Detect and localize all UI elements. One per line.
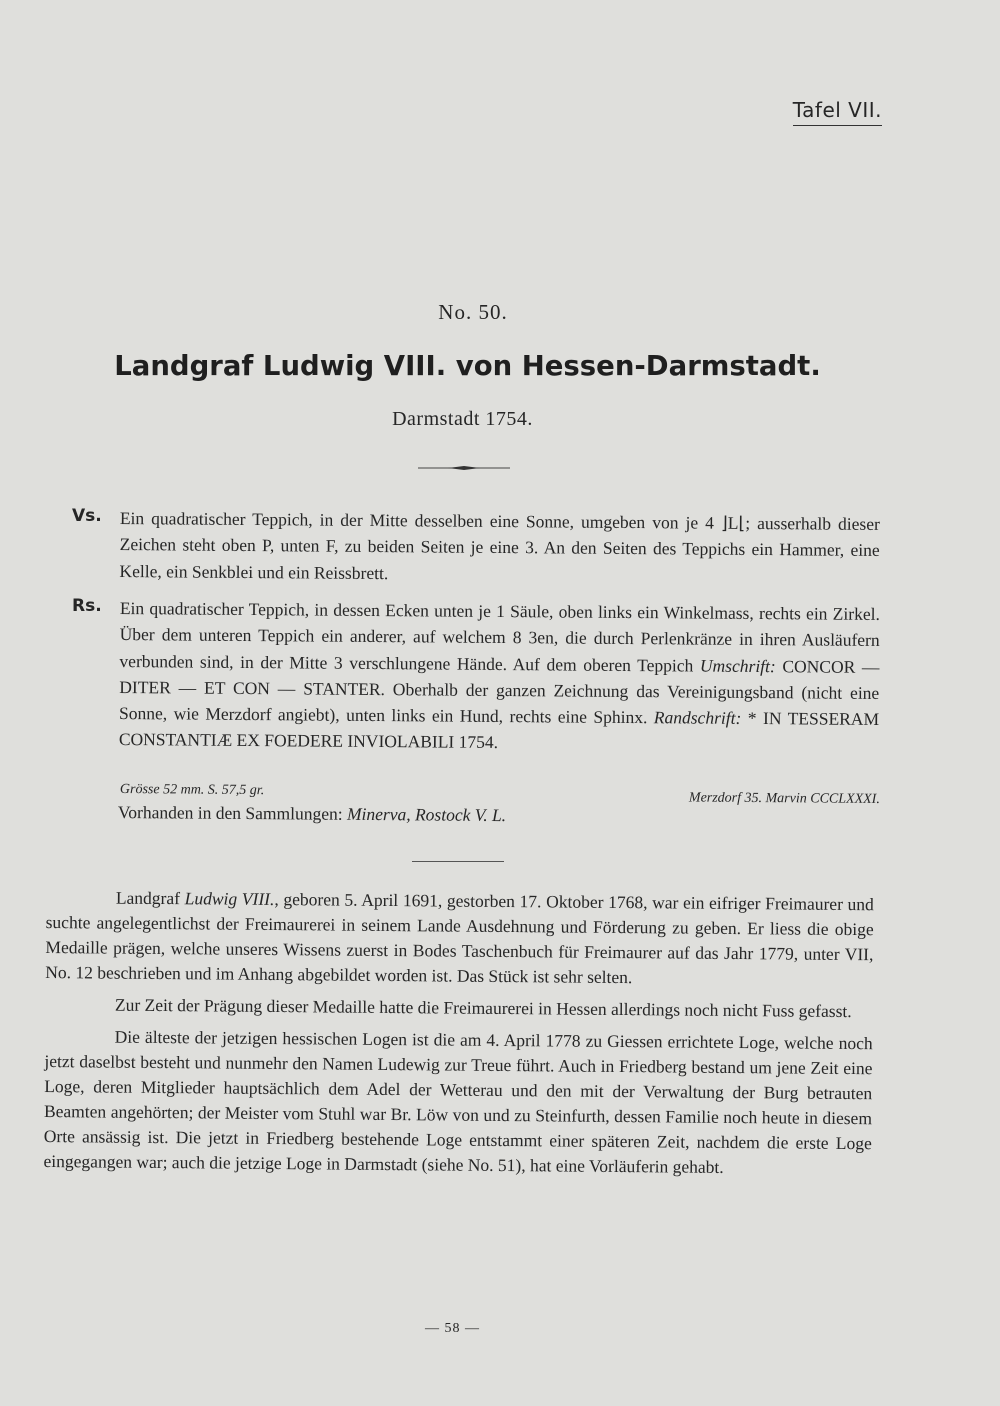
reverse-label: Rs. bbox=[72, 596, 102, 616]
collections-names: Minerva, Rostock V. L. bbox=[346, 803, 507, 826]
entry-number: No. 50. bbox=[438, 300, 508, 324]
obverse-label: Vs. bbox=[72, 506, 102, 526]
page-subtitle: Darmstadt 1754. bbox=[392, 408, 533, 430]
paragraph-1-start: Landgraf bbox=[115, 887, 185, 909]
commentary bbox=[43, 885, 874, 1188]
reverse-text-b: CONCOR — DITER — ET CON — STANTER. Oberhalb der ganzen Zeichnung das Vereinigungsband (nicht eine Sonne, wie Merzdorf angiebt), unten links ein Hund, rechts eine Sphinx. bbox=[118, 655, 880, 728]
randschrift-label: Randschrift: bbox=[653, 707, 742, 729]
reverse-text-c: * IN TESSERAM CONSTANTIÆ EX FOEDERE INVIOLABILI 1754. bbox=[118, 708, 880, 753]
commentary-paragraph-1 bbox=[45, 885, 874, 992]
reverse-description bbox=[72, 595, 880, 753]
page-number: — 58 — bbox=[425, 1321, 480, 1336]
ornament-divider bbox=[418, 466, 510, 470]
plate-label: Tafel VII. bbox=[793, 98, 882, 126]
obverse-text: Ein quadratischer Teppich, in der Mitte desselben eine Sonne, umgeben von je 4 ⌋L⌊; ausserhalb dieser Zeichen steht oben P, unten F, zu beiden Seiten je eine 3. An den Seiten des Teppichs ein Hammer, eine Kelle, ein Senkblei und ein Reissbrett. bbox=[119, 507, 880, 583]
obverse-description bbox=[72, 505, 880, 584]
medal-metadata bbox=[119, 782, 880, 807]
commentary-paragraph-3: Die älteste der jetzigen hessischen Logen ist die am 4. April 1778 zu Giessen errichtete Loge, welche noch jetzt daselbst besteht und nunmehr den Namen Ludewig zur Treue führt. Auch in Friedberg bestand um jene Zeit eine Loge, deren Mitglieder hauptsächlich dem Adel der Wetterau und den mit der Verwaltung der Burg betrauten Beamten angehörten; der Meister vom Stuhl war Br. Löw von und zu Steinfurth, dessen Familie noch heute in diesem Orte ansässig ist. Die jetzt in Friedberg bestehende Loge entstammt einer späteren Zeit, nachdem die erste Loge eingegangen war; auch die jetzige Loge in Darmstadt (siehe No. 51), hat eine Vorläuferin gehabt. bbox=[43, 1026, 873, 1177]
medal-references: Merzdorf 35. Marvin CCCLXXXI. bbox=[688, 790, 880, 807]
reverse-text bbox=[119, 595, 880, 759]
reverse-text-a: Ein quadratischer Teppich, in dessen Ecken unten je 1 Säule, oben links ein Winkelmass, rechts ein Zirkel. Über dem unteren Teppich ein anderer, auf welchem 8 3en, die durch Perlenkränze in ihren Ausläufern verbunden sind, in der Mitte 3 verschlungene Hände. Auf dem oberen Teppich bbox=[119, 597, 880, 676]
page-title: Landgraf Ludwig VIII. von Hessen-Darmstadt. bbox=[114, 350, 821, 382]
section-divider bbox=[412, 861, 504, 862]
commentary-paragraph-2: Zur Zeit der Prägung dieser Medaille hatte die Freimaurerei in Hessen allerdings noch nicht Fuss gefasst. bbox=[114, 994, 852, 1022]
paragraph-1-name: Ludwig VIII. bbox=[184, 888, 275, 909]
collections-prefix: Vorhanden in den Sammlungen: bbox=[117, 802, 348, 824]
umschrift-label: Umschrift: bbox=[699, 655, 776, 676]
medal-size: Grösse 52 mm. S. 57,5 gr. bbox=[119, 782, 265, 799]
paragraph-1-rest: , geboren 5. April 1691, gestorben 17. Oktober 1768, war ein eifriger Freimaurer und suchte angelegentlichst der Freimaurerei in seinem Lande Ausdehnung und Förderung zu geben. Er liess die obige Medaille prägen, welche unseres Wissens zuerst in Bodes Taschenbuch für Freimaurer auf das Jahr 1779, unter VII, No. 12 beschrieben und im Anhang abgebildet worden ist. Das Stück ist sehr selten. bbox=[45, 888, 874, 988]
